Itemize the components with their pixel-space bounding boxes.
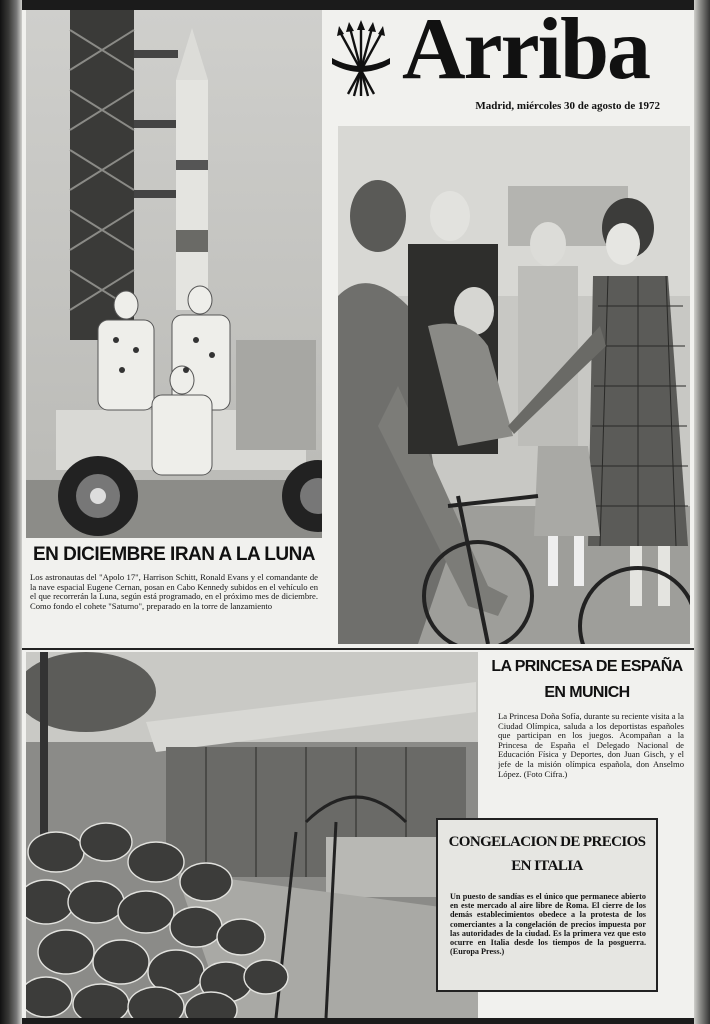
newspaper-title: Arriba [402, 10, 650, 98]
apollo-astronauts-photo [26, 10, 322, 538]
italia-headline-line1: CONGELACION DE PRECIOS [448, 834, 646, 850]
italia-headline-line2: EN ITALIA [511, 858, 583, 874]
yoke-and-arrows-emblem [330, 18, 392, 100]
book-binding-right [694, 0, 710, 1024]
dateline: Madrid, miércoles 30 de agosto de 1972 [475, 100, 660, 112]
princess-headline-line2: EN MUNICH [544, 684, 630, 701]
italia-story-box [436, 818, 658, 992]
rome-market-photo [26, 652, 478, 1018]
apollo-caption: Los astronautas del "Apolo 17", Harrison Schitt, Ronald Evans y el comandante de la nave espacial Eugene Cernan, posan en Cabo Kennedy subidos en el vehículo en el que recorrerán la Luna, según está programado, en el próximo mes de diciembre. Como fondo el cohete "Saturno", preparado en la torre de lanzamiento [30, 573, 318, 611]
princess-caption: La Princesa Doña Sofía, durante su reciente visita a la Ciudad Olímpica, saluda a los deportistas españoles que participan en los juegos. Acompañan a la Princesa de España el Delegado Nacional de Educación Física y Deportes, don Juan Gisch, y el jefe de la misión olímpica española, don Anselmo López. (Foto Cifra.) [498, 712, 684, 779]
italia-caption: Un puesto de sandías es el único que permanece abierto en este mercado al aire libre de Roma. El cierre de los demás establecimientos obedece a la protesta de los comerciantes a la congelación de precios impuesta por las autoridades de la ciudad. Es la primera vez que esto ocurre en Italia desde los tiempos de la posguerra. (Europa Press.) [450, 892, 646, 957]
section-divider [22, 648, 694, 650]
book-binding-left [0, 0, 22, 1024]
princess-headline-line1: LA PRINCESA DE ESPAÑA [491, 658, 683, 675]
newspaper-page [22, 10, 694, 1018]
masthead [322, 10, 694, 120]
apollo-headline: EN DICIEMBRE IRAN A LA LUNA [32, 544, 316, 565]
princess-munich-photo [338, 126, 690, 644]
